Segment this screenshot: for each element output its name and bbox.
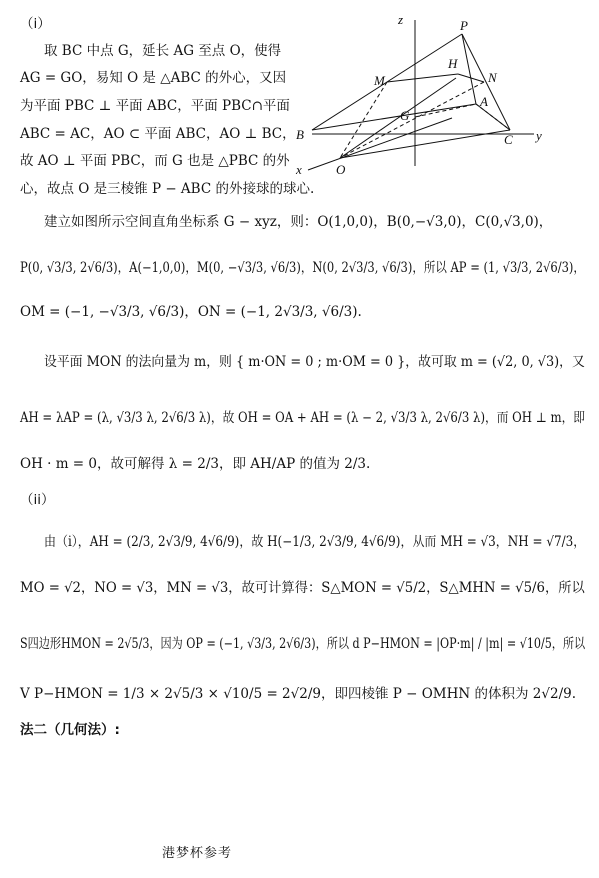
label-B: B <box>296 127 304 142</box>
part-ii-line-2: MO = √2，NO = √3，MN = √3，故可计算得：S△MON = √5/2，S△MHN = √5/6，所以 <box>20 580 585 596</box>
part-i-label: （i） <box>20 16 51 32</box>
coord-intro: 建立如图所示空间直角坐标系 G − xyz，则：O(1,0,0)，B(0,−√3,0)，C(0,√3,0)， <box>44 214 553 230</box>
method-two-heading: 法二（几何法）: <box>20 722 120 738</box>
label-C: C <box>504 132 513 147</box>
label-x: x <box>296 162 302 177</box>
footer-watermark: 港梦杯参考 <box>162 846 233 861</box>
proof-line-1: 取 BC 中点 G，延长 AG 至点 O，使得 <box>44 43 282 59</box>
coord-line-3: OM = (−1, −√3/3, √6/3)，ON = (−1, 2√3/3, √6/3). <box>20 304 362 320</box>
edge-BA <box>312 104 476 130</box>
part-ii-line-3: S四边形HMON = 2√5/3，因为 OP = (−1, √3/3, 2√6/3)，所以 d P−HMON = |OP·m| / |m| = √10/5，所以 <box>20 636 586 652</box>
edge-OH <box>340 78 456 158</box>
label-y: y <box>536 128 542 143</box>
proof-line-4: ABC = AC，AO ⊂ 平面 ABC，AO ⊥ BC， <box>20 126 296 142</box>
label-N: N <box>488 70 497 85</box>
proof-line-2: AG = GO，易知 O 是 △ABC 的外心，又因 <box>20 70 287 86</box>
proof-line-5: 故 AO ⊥ 平面 PBC，而 G 也是 △PBC 的外 <box>20 153 290 169</box>
part-ii-line-4: V P−HMON = 1/3 × 2√5/3 × √10/5 = 2√2/9，即四棱锥 P − OMHN 的体积为 2√2/9. <box>20 686 577 702</box>
label-P: P <box>460 18 468 33</box>
label-M: M <box>374 73 385 88</box>
normal-vector-line: 设平面 MON 的法向量为 m，则 { m·ON = 0 ; m·OM = 0 }，故可取 m = (√2, 0, √3)，又 <box>44 354 585 370</box>
pyramid-figure <box>292 12 554 182</box>
label-O: O <box>336 162 346 177</box>
label-G: G <box>400 108 410 123</box>
edge-PA <box>462 34 476 104</box>
dashed-MO <box>340 82 387 158</box>
proof-line-6: 心，故点 O 是三棱锥 P − ABC 的外接球的球心. <box>20 181 315 197</box>
proof-line-3: 为平面 PBC ⊥ 平面 ABC，平面 PBC∩平面 <box>20 98 290 114</box>
coord-line-2: P(0, √3/3, 2√6/3)，A(−1,0,0)，M(0, −√3/3, √6/3)，N(0, 2√3/3, √6/3)，所以 AP = (1, √3/3, 2√6/3)， <box>20 260 585 276</box>
label-z: z <box>398 12 404 27</box>
lambda-line: OH · m = 0，故可解得 λ = 2/3，即 AH/AP 的值为 2/3. <box>20 456 371 472</box>
ah-line: AH = λAP = (λ, √3/3 λ, 2√6/3 λ)，故 OH = OA + AH = (λ − 2, √3/3 λ, 2√6/3 λ)，而 OH ⊥ m，即 <box>20 410 586 426</box>
label-A: A <box>480 94 488 109</box>
part-ii-label: （ii） <box>20 492 55 508</box>
label-H: H <box>448 56 458 71</box>
part-ii-line-1: 由（i），AH = (2/3, 2√3/9, 4√6/9)，故 H(−1/3, 2√3/9, 4√6/9)，从而 MH = √3，NH = √7/3， <box>44 534 586 550</box>
edge-PC <box>462 34 510 130</box>
x-axis <box>308 118 452 170</box>
